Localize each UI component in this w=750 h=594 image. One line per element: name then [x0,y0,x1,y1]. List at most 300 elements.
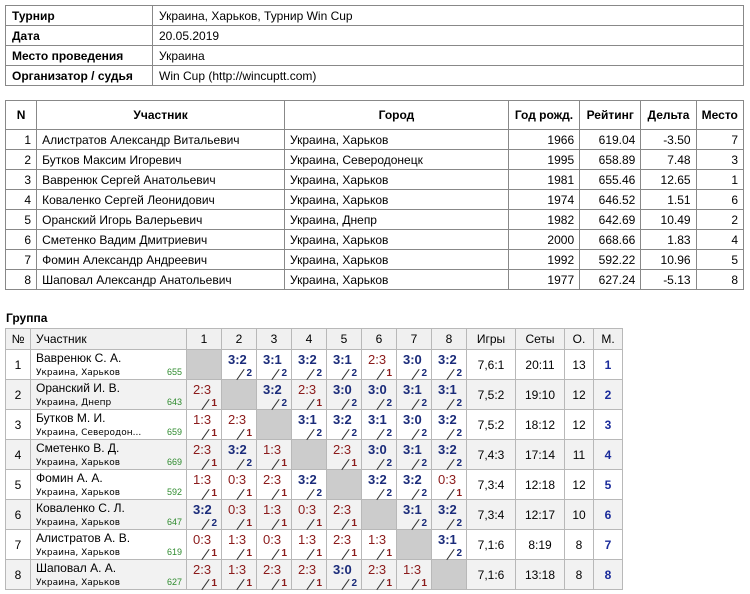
group-match-cell [362,410,397,440]
score-slash [376,429,384,440]
group-player-city: Украина, Харьков [36,458,121,468]
score-slash [271,579,279,590]
group-match-cell [257,380,292,410]
score-slash [271,549,279,560]
col-header: О. [565,329,594,350]
group-player-cell [31,410,187,440]
group-match-cell [432,500,467,530]
group-row-number: 2 [6,380,31,410]
group-match-cell [292,380,327,410]
match-points: 1 [281,548,287,559]
match-score: 3:2 [438,502,457,517]
group-row-number: 7 [6,530,31,560]
group-points: 10 [565,500,594,530]
match-points: 1 [386,578,392,589]
col-header: Сеты [516,329,565,350]
match-points: 1 [281,458,287,469]
score-slash [201,579,209,590]
col-header: Рейтинг [580,101,641,130]
group-player-cell [31,350,187,380]
group-player-rating: 669 [166,457,182,467]
score-slash [271,489,279,500]
group-player-rating: 627 [166,577,182,587]
match-score: 3:2 [438,412,457,427]
group-place: 7 [594,530,623,560]
participant-rating: 592.22 [580,250,641,270]
match-points: 2 [316,368,322,379]
group-points: 8 [565,560,594,590]
match-score: 0:3 [228,502,247,517]
match-score: 3:2 [263,382,282,397]
match-score: 0:3 [193,532,212,547]
score-slash [201,459,209,470]
score-slash [201,549,209,560]
match-points: 1 [316,548,322,559]
match-points: 1 [246,548,252,559]
group-player-city: Украина, Харьков [36,488,121,498]
match-points: 2 [456,428,462,439]
score-slash [376,399,384,410]
participant-row [6,130,744,150]
score-slash [271,459,279,470]
group-points: 12 [565,380,594,410]
match-score: 2:3 [193,562,212,577]
match-points: 2 [281,368,287,379]
group-row [6,530,623,560]
participant-row [6,250,744,270]
participant-name: Сметенко Вадим Дмитриевич [37,230,285,250]
score-slash [236,429,244,440]
match-points: 1 [211,548,217,559]
col-header: 6 [362,329,397,350]
group-match-cell [362,380,397,410]
participant-rating: 627.24 [580,270,641,290]
group-match-cell [362,470,397,500]
match-score: 2:3 [333,502,352,517]
col-header: Участник [37,101,285,130]
match-score: 3:2 [333,412,352,427]
group-match-cell [292,410,327,440]
group-match-cell [187,560,222,590]
match-score: 3:2 [438,442,457,457]
group-row-number: 3 [6,410,31,440]
group-match-cell [187,500,222,530]
match-score: 1:3 [263,442,282,457]
group-place: 1 [594,350,623,380]
group-row-number: 1 [6,350,31,380]
participant-row [6,170,744,190]
group-body [6,350,623,590]
score-slash [306,549,314,560]
match-points: 2 [246,458,252,469]
group-header-row [6,329,623,350]
match-points: 1 [421,578,427,589]
participant-number: 6 [6,230,37,250]
participant-city: Украина, Харьков [285,130,509,150]
match-score: 1:3 [263,502,282,517]
col-header: 1 [187,329,222,350]
match-points: 2 [386,428,392,439]
match-score: 1:3 [228,562,247,577]
group-match-cell [397,560,432,590]
participants-body [6,130,744,290]
info-key: Дата [6,26,153,46]
participant-rating: 658.89 [580,150,641,170]
group-player-name: Шаповал А. А. [36,561,117,575]
match-points: 1 [211,458,217,469]
participant-rating: 668.66 [580,230,641,250]
match-points: 2 [421,488,427,499]
match-score: 1:3 [193,412,212,427]
info-value: Украина [153,46,744,66]
match-points: 1 [456,488,462,499]
group-match-cell [327,560,362,590]
match-points: 1 [246,488,252,499]
group-player-city: Украина, Северодон... [36,428,142,438]
score-slash [411,459,419,470]
match-points: 1 [281,518,287,529]
group-match-cell [432,530,467,560]
match-score: 2:3 [228,412,247,427]
group-match-cell [222,560,257,590]
group-match-cell [257,500,292,530]
participant-city: Украина, Северодонецк [285,150,509,170]
match-points: 2 [386,488,392,499]
group-match-cell [257,470,292,500]
participant-number: 8 [6,270,37,290]
group-place: 3 [594,410,623,440]
info-value: Win Cup (http://wincuptt.com) [153,66,744,86]
group-player-cell [31,560,187,590]
col-header: Год рожд. [508,101,579,130]
group-match-cell [187,470,222,500]
col-header: Участник [31,329,187,350]
group-match-cell [222,440,257,470]
score-slash [201,429,209,440]
match-score: 3:0 [368,382,387,397]
group-games: 7,4:3 [467,440,516,470]
match-score: 3:1 [368,412,387,427]
group-points: 12 [565,410,594,440]
score-slash [446,489,454,500]
score-slash [306,579,314,590]
participant-name: Бутков Максим Игоревич [37,150,285,170]
match-score: 2:3 [298,382,317,397]
group-player-rating: 659 [166,427,182,437]
match-points: 1 [211,428,217,439]
col-header: 4 [292,329,327,350]
score-slash [446,369,454,380]
participant-name: Коваленко Сергей Леонидович [37,190,285,210]
group-player-rating: 592 [166,487,182,497]
match-points: 1 [351,548,357,559]
group-player-city: Украина, Харьков [36,518,121,528]
group-match-cell [257,530,292,560]
group-match-cell [362,560,397,590]
participant-delta: 10.49 [641,210,696,230]
group-match-cell [397,470,432,500]
participant-birth-year: 1974 [508,190,579,210]
match-score: 3:0 [368,442,387,457]
group-row-number: 5 [6,470,31,500]
match-points: 1 [351,458,357,469]
score-slash [446,429,454,440]
group-player-name: Сметенко В. Д. [36,441,120,455]
score-slash [236,459,244,470]
match-points: 2 [316,488,322,499]
group-match-cell [362,350,397,380]
group-diagonal-cell [362,500,397,530]
participant-place: 3 [696,150,743,170]
info-row [6,46,744,66]
match-points: 2 [386,458,392,469]
score-slash [411,429,419,440]
match-score: 2:3 [298,562,317,577]
match-score: 2:3 [193,442,212,457]
group-player-cell [31,440,187,470]
score-slash [306,489,314,500]
score-slash [306,519,314,530]
group-points: 11 [565,440,594,470]
group-player-city: Украина, Харьков [36,548,121,558]
group-match-cell [327,500,362,530]
participant-rating: 646.52 [580,190,641,210]
group-games: 7,6:1 [467,350,516,380]
match-points: 2 [456,368,462,379]
participant-delta: -3.50 [641,130,696,150]
group-match-cell [327,530,362,560]
match-score: 3:0 [403,352,422,367]
group-match-cell [292,470,327,500]
group-crosstable [5,328,623,590]
group-match-cell [432,440,467,470]
group-player-name: Вавренюк С. А. [36,351,122,365]
group-match-cell [222,350,257,380]
match-score: 1:3 [228,532,247,547]
group-player-rating: 619 [166,547,182,557]
match-score: 3:0 [333,562,352,577]
participant-birth-year: 1977 [508,270,579,290]
group-place: 4 [594,440,623,470]
participant-city: Украина, Харьков [285,190,509,210]
score-slash [236,489,244,500]
match-points: 1 [351,518,357,529]
match-score: 2:3 [263,472,282,487]
match-points: 2 [456,398,462,409]
col-header: № [6,329,31,350]
participant-number: 3 [6,170,37,190]
match-score: 3:2 [438,352,457,367]
group-sets: 13:18 [516,560,565,590]
match-score: 1:3 [368,532,387,547]
group-diagonal-cell [187,350,222,380]
participant-place: 6 [696,190,743,210]
match-score: 1:3 [403,562,422,577]
group-player-cell [31,380,187,410]
match-points: 1 [386,548,392,559]
match-score: 0:3 [228,472,247,487]
match-score: 3:1 [438,532,457,547]
score-slash [201,399,209,410]
group-diagonal-cell [327,470,362,500]
group-points: 12 [565,470,594,500]
score-slash [306,399,314,410]
score-slash [411,369,419,380]
participant-place: 4 [696,230,743,250]
group-row-number: 6 [6,500,31,530]
score-slash [341,399,349,410]
group-match-cell [397,410,432,440]
match-points: 1 [316,398,322,409]
group-match-cell [327,380,362,410]
group-player-name: Оранский И. В. [36,381,120,395]
group-match-cell [292,350,327,380]
match-score: 2:3 [333,532,352,547]
col-header: Место [696,101,743,130]
group-row [6,440,623,470]
match-points: 1 [281,488,287,499]
match-points: 2 [456,548,462,559]
match-points: 1 [316,578,322,589]
info-key: Место проведения [6,46,153,66]
match-score: 3:2 [403,472,422,487]
match-points: 1 [246,578,252,589]
match-score: 3:2 [193,502,212,517]
match-score: 3:2 [228,352,247,367]
group-match-cell [222,410,257,440]
match-score: 3:2 [298,472,317,487]
group-sets: 8:19 [516,530,565,560]
match-score: 2:3 [263,562,282,577]
group-match-cell [432,380,467,410]
participant-birth-year: 2000 [508,230,579,250]
participant-row [6,210,744,230]
participant-city: Украина, Харьков [285,170,509,190]
group-sets: 12:17 [516,500,565,530]
group-row [6,560,623,590]
group-points: 13 [565,350,594,380]
score-slash [411,399,419,410]
match-score: 0:3 [263,532,282,547]
match-points: 2 [351,398,357,409]
participant-number: 5 [6,210,37,230]
group-player-name: Бутков М. И. [36,411,106,425]
group-match-cell [327,410,362,440]
participant-rating: 655.46 [580,170,641,190]
group-games: 7,1:6 [467,560,516,590]
score-slash [306,429,314,440]
info-value: 20.05.2019 [153,26,744,46]
group-games: 7,3:4 [467,470,516,500]
score-slash [446,519,454,530]
group-row-number: 4 [6,440,31,470]
match-points: 1 [316,518,322,529]
match-points: 2 [456,458,462,469]
group-player-rating: 643 [166,397,182,407]
col-header: Город [285,101,509,130]
participant-place: 2 [696,210,743,230]
score-slash [411,489,419,500]
participant-number: 7 [6,250,37,270]
match-score: 3:1 [298,412,317,427]
group-games: 7,5:2 [467,380,516,410]
score-slash [376,549,384,560]
score-slash [271,369,279,380]
group-match-cell [222,500,257,530]
group-match-cell [222,530,257,560]
match-points: 2 [246,368,252,379]
group-sets: 19:10 [516,380,565,410]
participant-name: Алистратов Александр Витальевич [37,130,285,150]
match-points: 2 [316,428,322,439]
score-slash [236,369,244,380]
info-key: Турнир [6,6,153,26]
score-slash [341,519,349,530]
match-points: 1 [246,518,252,529]
group-match-cell [187,410,222,440]
score-slash [376,369,384,380]
group-match-cell [327,440,362,470]
group-match-cell [257,350,292,380]
group-games: 7,1:6 [467,530,516,560]
participant-rating: 619.04 [580,130,641,150]
info-row [6,66,744,86]
match-points: 2 [351,578,357,589]
score-slash [236,579,244,590]
col-header: 7 [397,329,432,350]
match-points: 2 [351,368,357,379]
group-row [6,500,623,530]
match-score: 3:1 [333,352,352,367]
group-games: 7,5:2 [467,410,516,440]
group-row [6,470,623,500]
participant-place: 1 [696,170,743,190]
score-slash [446,399,454,410]
group-match-cell [257,440,292,470]
group-diagonal-cell [397,530,432,560]
group-match-cell [187,440,222,470]
score-slash [341,459,349,470]
match-points: 1 [211,488,217,499]
score-slash [236,519,244,530]
score-slash [201,489,209,500]
group-row-number: 8 [6,560,31,590]
participant-delta: 12.65 [641,170,696,190]
group-sets: 20:11 [516,350,565,380]
info-row [6,6,744,26]
group-match-cell [362,440,397,470]
participant-city: Украина, Харьков [285,250,509,270]
participant-city: Украина, Харьков [285,230,509,250]
participant-birth-year: 1981 [508,170,579,190]
participant-name: Вавренюк Сергей Анатольевич [37,170,285,190]
group-player-name: Коваленко С. Л. [36,501,125,515]
group-match-cell [257,560,292,590]
group-title: Группа [6,311,48,325]
group-player-rating: 647 [166,517,182,527]
score-slash [411,579,419,590]
match-points: 2 [456,518,462,529]
score-slash [201,519,209,530]
score-slash [341,429,349,440]
participant-delta: 7.48 [641,150,696,170]
match-points: 1 [211,398,217,409]
info-value: Украина, Харьков, Турнир Win Cup [153,6,744,26]
participant-rating: 642.69 [580,210,641,230]
match-points: 1 [246,428,252,439]
score-slash [446,549,454,560]
participants-header-row [6,101,744,130]
